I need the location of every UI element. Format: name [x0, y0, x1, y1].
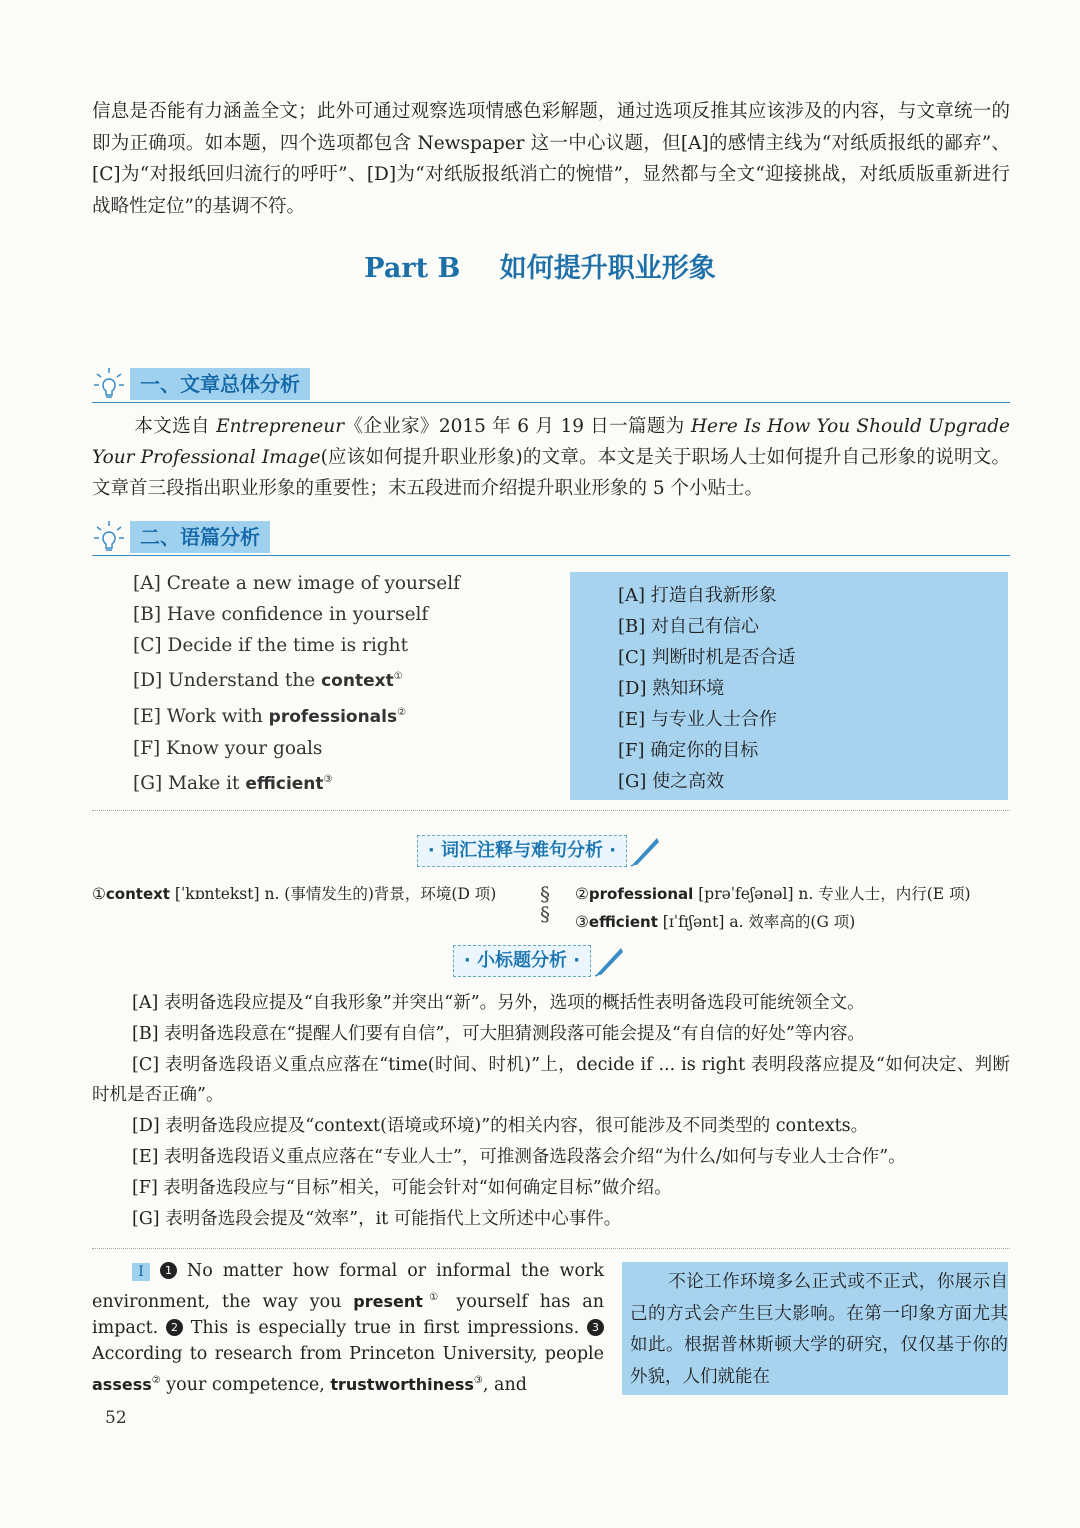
vocab-entry-3: ③efficient [ɪˈfɪʃənt] a. 效率高的(G 项) — [575, 913, 856, 931]
article-title: Here Is How You Should Upgrade Your Professional Image — [92, 416, 1010, 468]
vocab-heading-label: · 词汇注释与难句分析 · — [417, 835, 627, 867]
section-label: 一、文章总体分析 — [130, 368, 310, 400]
section-heading-discourse — [92, 519, 1010, 556]
quill-icon — [629, 834, 663, 868]
analysis-d: [D] 表明备选段应提及“context(语境或环境)”的相关内容，很可能涉及不同类型的 contexts。 — [132, 1116, 869, 1137]
passage-translation: 不论工作环境多么正式或不正式，你展示自己的方式会产生巨大影响。在第一印象方面尤其如此。根据普林斯顿大学的研究，仅仅基于你的外貌，人们就能在 — [630, 1272, 1008, 1387]
page-number: 52 — [105, 1408, 127, 1428]
passage-paragraph: I 1 No matter how formal or informal the work environment, the way you present① yourself has an impact. 2 This is especially true in first impressions. 3According to research from Princeton University, people assess② your competence, trustworthiness③, and — [92, 1261, 605, 1395]
analysis-f: [F] 表明备选段应与“目标”相关，可能会针对“如何确定目标”做介绍。 — [132, 1177, 672, 1198]
part-heading: 如何提升职业形象 — [499, 253, 716, 284]
option-b: [B] Have confidence in yourself — [133, 604, 429, 625]
quill-icon — [593, 944, 627, 978]
overview-paragraph: 本文选自 Entrepreneur《企业家》2015 年 6 月 19 日一篇题为 Here Is How You Should Upgrade Your Professional Image(应该如何提升职业形象)的文章。本文是关于职场人士如何提升自己形象的说明文。文章首三段指出职业形象的重要性；末五段进而介绍提升职业形象的 5 个小贴士。 — [92, 416, 1010, 499]
paragraph-marker: I — [132, 1263, 150, 1281]
sentence-number: 1 — [160, 1262, 177, 1279]
analysis-c: [C] 表明备选段语义重点应落在“time(时间、时机)”上，decide if ... is right 表明段落应提及“如何决定、判断时机是否正确”。 — [92, 1054, 1010, 1106]
subtitle-heading-label: · 小标题分析 · — [453, 945, 591, 977]
option-f: [F] Know your goals — [133, 738, 323, 760]
option-e: [E] Work with professionals② — [133, 706, 407, 728]
analysis-b: [B] 表明备选段意在“提醒人们要有自信”，可大胆猜测段落可能会提及“有自信的好处”等内容。 — [132, 1023, 865, 1044]
brace-divider: § § — [540, 882, 550, 926]
sentence-number: 3 — [587, 1319, 604, 1336]
options-list — [133, 568, 553, 800]
passage-translation-box — [622, 1262, 1008, 1395]
option-d: [D] Understand the context① — [133, 670, 403, 692]
lightbulb-icon — [92, 366, 128, 402]
vocab-entry-1: ①context [ˈkɒntekst] n. (事情发生的)背景，环境(D 项) — [92, 885, 497, 903]
translation-f: [F] 确定你的目标 — [618, 740, 759, 761]
option-g: [G] Make it efficient③ — [133, 773, 333, 795]
divider — [92, 810, 1010, 811]
translation-d: [D] 熟知环境 — [618, 678, 725, 699]
translation-e: [E] 与专业人士合作 — [618, 709, 777, 730]
vocab-heading — [0, 834, 1080, 868]
subtitle-analysis — [92, 988, 1010, 1234]
analysis-g: [G] 表明备选段会提及“效率”，it 可能指代上文所述中心事件。 — [132, 1208, 622, 1229]
translation-b: [B] 对自己有信心 — [618, 616, 759, 637]
lightbulb-icon — [92, 519, 128, 555]
section-heading-overall — [92, 366, 1010, 403]
translation-box — [570, 572, 1008, 800]
subtitle-analysis-heading — [0, 944, 1080, 978]
divider — [92, 1248, 1010, 1249]
translation-g: [G] 使之高效 — [618, 771, 725, 792]
source-name: Entrepreneur — [216, 416, 345, 437]
translation-a: [A] 打造自我新形象 — [618, 585, 777, 606]
part-label: Part B — [364, 253, 461, 284]
option-c: [C] Decide if the time is right — [133, 635, 409, 656]
intro-paragraph: 信息是否能有力涵盖全文；此外可通过观察选项情感色彩解题，通过选项反推其应该涉及的内容，与文章统一的即为正确项。如本题，四个选项都包含 Newspaper 这一中心议题，但[A]的感情主线为“对纸质报纸的鄙弃”、[C]为“对报纸回归流行的呼吁”、[D]为“对纸版报纸消亡的惋惜”，显然都与全文“迎接挑战，对纸质版重新进行战略性定位”的基调不符。 — [92, 101, 1010, 217]
translation-c: [C] 判断时机是否合适 — [618, 647, 796, 668]
analysis-e: [E] 表明备选段语义重点应落在“专业人士”，可推测备选段落会介绍“为什么/如何与专业人士合作”。 — [132, 1146, 906, 1167]
part-title — [0, 246, 1080, 285]
vocab-entry-2: ②professional [prəˈfeʃənəl] n. 专业人士，内行(E 项) — [575, 885, 971, 903]
section-label: 二、语篇分析 — [130, 521, 270, 553]
option-a: [A] Create a new image of yourself — [133, 573, 460, 594]
sentence-number: 2 — [166, 1319, 183, 1336]
analysis-a: [A] 表明备选段应提及“自我形象”并突出“新”。另外，选项的概括性表明备选段可能统领全文。 — [132, 993, 865, 1013]
